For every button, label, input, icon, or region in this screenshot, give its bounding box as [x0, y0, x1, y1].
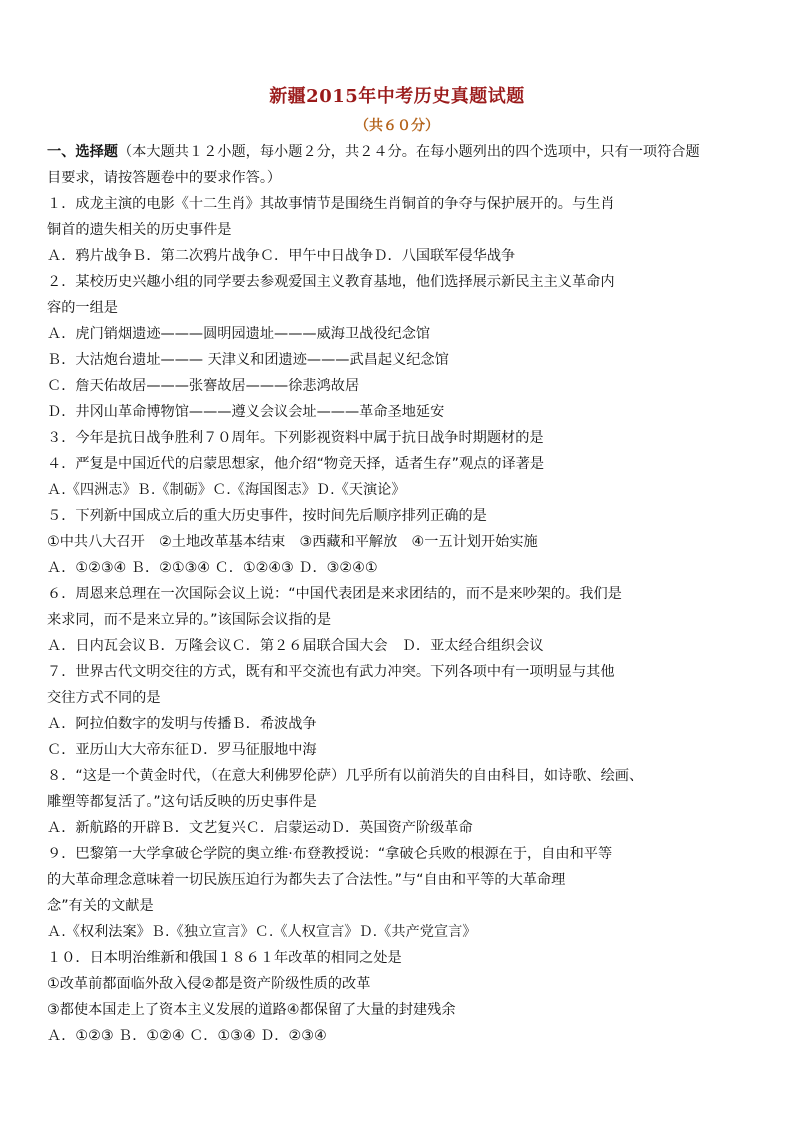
- question-options-cd: Ｃ．亚历山大大帝东征Ｄ．罗马征服地中海: [47, 742, 317, 758]
- question-stem: ２．某校历史兴趣小组的同学要去参观爱国主义教育基地，他们选择展示新民主主义革命内: [47, 274, 615, 290]
- section-heading: 一、选择题: [47, 144, 118, 160]
- question-options: Ａ.《四洲志》Ｂ.《制砺》Ｃ.《海国图志》Ｄ.《天演论》: [47, 482, 406, 498]
- section-instructions: （本大题共１２小题，每小题２分，共２４分。在每小题列出的四个选项中，只有一项符合题: [117, 144, 700, 160]
- question-stem: 铜首的遗失相关的历史事件是: [47, 222, 232, 238]
- question-stem: 交往方式不同的是: [47, 690, 161, 706]
- question-option-d: Ｄ．井冈山革命博物馆———遵义会议会址———革命圣地延安: [47, 404, 445, 420]
- question-options: Ａ．新航路的开辟Ｂ．文艺复兴Ｃ．启蒙运动Ｄ．英国资产阶级革命: [47, 820, 473, 836]
- question-stem: １．成龙主演的电影《十二生肖》其故事情节是围绕生肖铜首的争夺与保护展开的。与生肖: [47, 196, 615, 212]
- question-stem: ９．巴黎第一大学拿破仑学院的奥立维·布登教授说：“拿破仑兵败的根源在于，自由和平等: [47, 846, 613, 862]
- question-stem: 的大革命理念意味着一切民族压迫行为都失去了合法性。”与“自由和平等的大革命理: [47, 872, 566, 888]
- question-stem-items: ①中共八大召开 ②土地改革基本结束 ③西藏和平解放 ④一五计划开始实施: [47, 534, 538, 550]
- question-8: [47, 763, 747, 841]
- question-options: Ａ．鸦片战争Ｂ．第二次鸦片战争Ｃ．甲午中日战争Ｄ．八国联军侵华战争: [47, 248, 516, 264]
- question-6: [47, 581, 747, 659]
- question-options: Ａ．日内瓦会议Ｂ．万隆会议Ｃ．第２６届联合国大会 Ｄ．亚太经合组织会议: [47, 638, 544, 654]
- question-stem: ６．周恩来总理在一次国际会议上说：“中国代表团是来求团结的，而不是来吵架的。我们是: [47, 586, 622, 602]
- document-subtitle: （共６０分）: [355, 118, 439, 134]
- question-stem-items: ③都使本国走上了资本主义发展的道路④都保留了大量的封建残余: [47, 1002, 456, 1018]
- question-3: [47, 425, 747, 451]
- question-stem-items: ①改革前都面临外敌入侵②都是资产阶级性质的改革: [47, 976, 371, 992]
- question-options: Ａ．①②③④ Ｂ．②①③④ Ｃ．①②④③ Ｄ．③②④①: [47, 560, 378, 576]
- document-body: [47, 139, 747, 1049]
- question-stem: 念”有关的文献是: [47, 898, 154, 914]
- question-stem: ３．今年是抗日战争胜利７０周年。下列影视资料中属于抗日战争时期题材的是: [47, 430, 544, 446]
- question-options: Ａ.《权利法案》Ｂ.《独立宣言》Ｃ.《人权宣言》Ｄ.《共产党宣言》: [47, 924, 477, 940]
- section-heading-line: [47, 139, 747, 165]
- question-stem: ５．下列新中国成立后的重大历史事件，按时间先后顺序排列正确的是: [47, 508, 487, 524]
- question-option-c: Ｃ．詹天佑故居———张謇故居———徐悲鸿故居: [47, 378, 360, 394]
- question-stem: ８．“这是一个黄金时代，（在意大利佛罗伦萨）几乎所有以前消失的自由科目，如诗歌、绘画、: [47, 768, 644, 784]
- question-2: [47, 269, 747, 425]
- question-5: [47, 503, 747, 581]
- question-option-b: Ｂ．大沽炮台遗址——— 天津义和团遗迹———武昌起义纪念馆: [47, 352, 449, 368]
- question-4: [47, 451, 747, 503]
- question-stem: ７．世界古代文明交往的方式，既有和平交流也有武力冲突。下列各项中有一项明显与其他: [47, 664, 615, 680]
- question-options: Ａ．①②③ Ｂ．①②④ Ｃ．①③④ Ｄ．②③④: [47, 1028, 327, 1044]
- question-stem: 来求同，而不是来立异的。”该国际会议指的是: [47, 612, 332, 628]
- question-7: [47, 659, 747, 763]
- question-9: [47, 841, 747, 945]
- question-stem: 雕塑等都复活了。”这句话反映的历史事件是: [47, 794, 317, 810]
- question-1: [47, 191, 747, 269]
- question-options-ab: Ａ．阿拉伯数字的发明与传播Ｂ．希波战争: [47, 716, 317, 732]
- question-stem: １０．日本明治维新和俄国１８６１年改革的相同之处是: [47, 950, 402, 966]
- document-title: 新疆2015年中考历史真题试题: [269, 86, 525, 107]
- question-stem: ４．严复是中国近代的启蒙思想家，他介绍“物竞天择，适者生存”观点的译著是: [47, 456, 545, 472]
- question-stem: 容的一组是: [47, 300, 118, 316]
- section-instructions-cont: 目要求，请按答题卷中的要求作答。）: [47, 170, 282, 186]
- question-option-a: Ａ．虎门销烟遗迹———圆明园遗址———威海卫战役纪念馆: [47, 326, 431, 342]
- question-10: [47, 945, 747, 1049]
